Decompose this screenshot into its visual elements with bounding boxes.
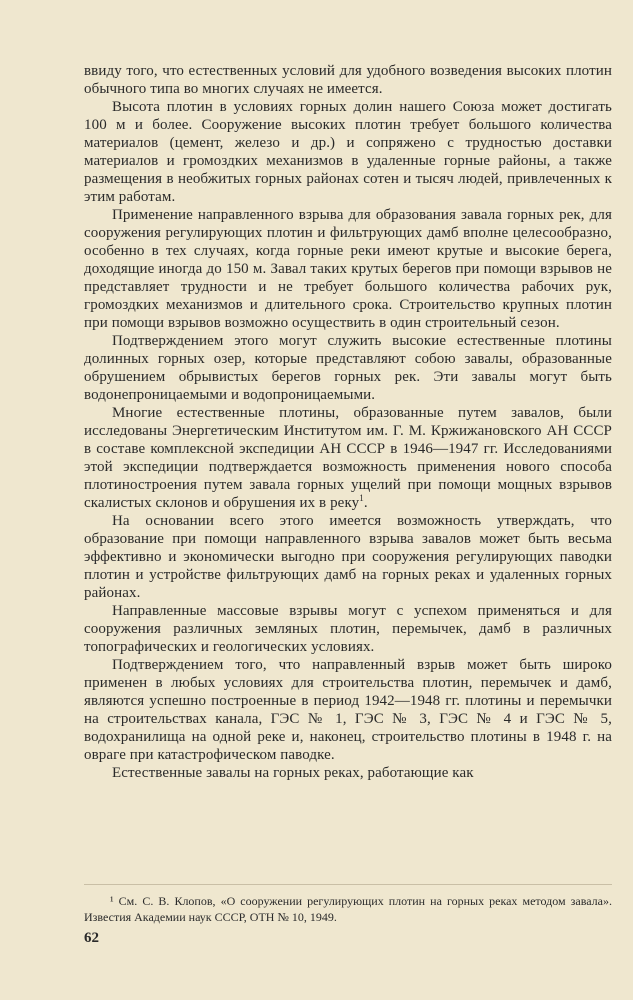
paragraph-1: ввиду того, что естественных условий для удобного возведения высоких плотин обычного типа во многих случаях не имеется. [84, 63, 612, 97]
page-number: 62 [84, 930, 99, 946]
paragraph-9: Естественные завалы на горных реках, работающие как [112, 765, 474, 781]
body-text [84, 62, 612, 782]
paragraph-6: На основании всего этого имеется возможность утверждать, что образование при помощи направленного взрыва завалов может быть весьма эффективно и экономически выгодно при сооружения регулирующих паводки плотин и устройстве фильтрующих дамб на горных реках и удаленных горных районах. [84, 513, 612, 601]
paragraph-5-text: Многие естественные плотины, образованные путем завалов, были исследованы Энергетическим Институтом им. Г. М. Кржижановского АН СССР в составе комплексной экспедиции АН СССР в 1946—1947 гг. Исследованиями этой экспедиции подтверждается возможность применения нового способа плотиностроения путем завала горных ущелий при помощи мощных взрывов скалистых склонов и обрушения их в реку [84, 405, 612, 511]
paragraph-2: Высота плотин в условиях горных долин нашего Союза может достигать 100 м и более. Сооружение высоких плотин требует большого количества материалов (цемент, железо и др.) и сопряжено с трудностью доставки материалов и громоздких механизмов в удаленные горные районы, а также размещения в необжитых горных районах сотен и тысяч людей, привлеченных к этим работам. [84, 99, 612, 205]
footnote: ¹ См. С. В. Клопов, «О сооружении регулирующих плотин на горных реках методом завала». Известия Академии наук СССР, ОТН № 10, 1949. [84, 894, 612, 924]
footnote-separator [84, 884, 612, 885]
paragraph-4: Подтверждением этого могут служить высокие естественные плотины долинных горных озер, которые представляют собою завалы, образованные обрушением обрывистых берегов горных рек. Эти завалы могут быть водонепроницаемыми и водопроницаемыми. [84, 333, 612, 403]
paragraph-3: Применение направленного взрыва для образования завала горных рек, для сооружения регулирующих плотин и фильтрующих дамб вполне целесообразно, особенно в тех случаях, когда горные реки имеют крутые и высокие берега, доходящие иногда до 150 м. Завал таких крутых берегов при помощи взрывов не представляет трудности и не требует большого количества рабочих рук, громоздких механизмов и длительного срока. Строительство крупных плотин при помощи взрывов возможно осуществить в один строительный сезон. [84, 207, 612, 331]
footnote-marker: 1 [359, 493, 364, 503]
paragraph-5: Многие естественные плотины, образованные путем завалов, были исследованы Энергетическим Институтом им. Г. М. Кржижановского АН СССР в составе комплексной экспедиции АН СССР в 1946—1947 гг. Исследованиями этой экспедиции подтверждается возможность применения нового способа плотиностроения путем завала горных ущелий при помощи мощных взрывов скалистых склонов и обрушения их в реку$^1$. [84, 405, 612, 511]
paragraph-7: Направленные массовые взрывы могут с успехом применяться и для сооружения различных земляных плотин, перемычек, дамб в различных топографических и геологических условиях. [84, 603, 612, 655]
paragraph-8: Подтверждением того, что направленный взрыв может быть широко применен в любых условиях для строительства плотин, перемычек и дамб, являются успешно построенные в период 1942—1948 гг. плотины и перемычки на строительствах канала, ГЭС № 1, ГЭС № 3, ГЭС № 4 и ГЭС № 5, водохранилища на одной реке и, наконец, строительство плотины в 1948 г. на овраге при катастрофическом паводке. [84, 657, 612, 763]
